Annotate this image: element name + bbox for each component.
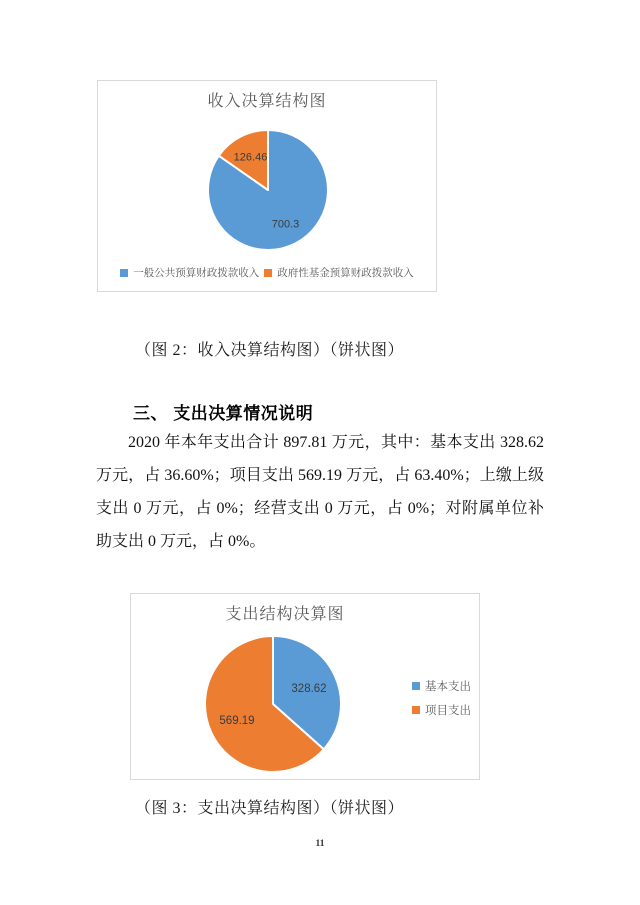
legend-item: [412, 678, 471, 694]
body-paragraph: 2020 年本年支出合计 897.81 万元，其中：基本支出 328.62 万元，占 36.60%；项目支出 569.19 万元，占 63.40%；上缴上级支出 0 万元，占 0%；经营支出 0 万元，占 0%；对附属单位补助支出 0 万元，占 0%。: [96, 434, 544, 550]
orange-swatch-icon: [412, 706, 420, 714]
legend-item: [120, 265, 259, 280]
section-heading: 三、 支出决算情况说明: [133, 404, 314, 423]
expenditure-structure-chart: [130, 593, 480, 780]
expenditure-chart-legend: [412, 678, 471, 718]
page-number: 11: [315, 839, 325, 849]
legend-item: [264, 265, 414, 280]
income-chart-title: 收入决算结构图: [207, 93, 327, 110]
legend-label: 一般公共预算财政拨款收入: [133, 268, 260, 279]
pie-data-label: 328.62: [291, 682, 327, 695]
pie-data-label: 700.3: [271, 218, 300, 231]
legend-item: [412, 702, 471, 718]
blue-swatch-icon: [412, 682, 420, 690]
figure3-caption: （图 3：支出决算结构图）（饼状图）: [135, 800, 405, 817]
pie-data-label: 126.46: [233, 151, 268, 164]
legend-label: 项目支出: [425, 705, 471, 717]
legend-label: 基本支出: [425, 681, 471, 693]
orange-swatch-icon: [264, 269, 272, 277]
figure2-caption: （图 2：收入决算结构图）（饼状图）: [135, 342, 405, 359]
pie-data-label: 569.19: [219, 715, 255, 728]
income-chart-legend: [98, 265, 436, 280]
income-structure-chart: [97, 80, 437, 292]
expenditure-chart-title: 支出结构决算图: [225, 606, 345, 623]
blue-swatch-icon: [120, 269, 128, 277]
income-pie-chart: [98, 81, 438, 293]
legend-label: 政府性基金预算财政拨款收入: [277, 268, 414, 279]
